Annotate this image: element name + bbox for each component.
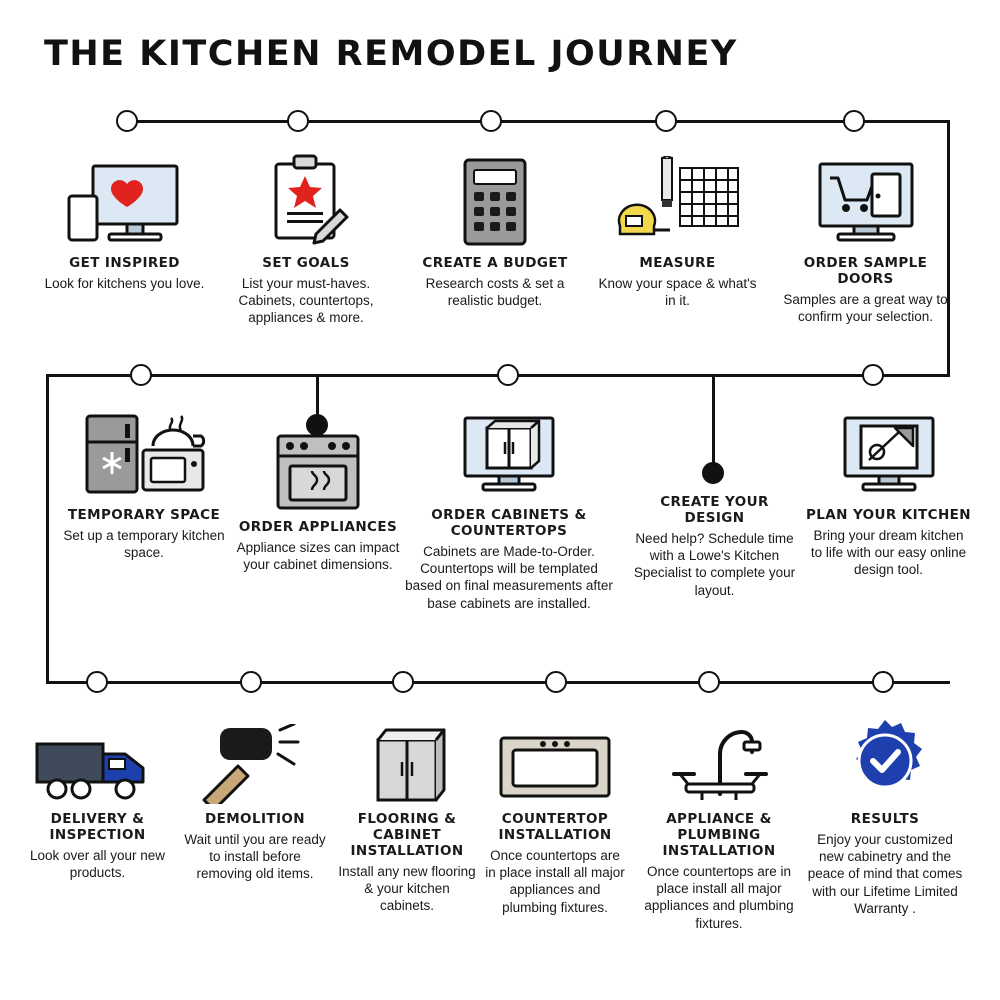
node-row1-5 <box>843 110 865 132</box>
track-line-row3 <box>46 681 950 684</box>
node-row3-6 <box>872 671 894 693</box>
step-desc: Once countertops are in place install all major appliances and plumbing fixtures. <box>485 847 625 915</box>
countertop-icon <box>484 716 626 804</box>
step-desc: Look over all your new products. <box>29 847 166 881</box>
step-temporary-space[interactable] <box>58 400 230 561</box>
clipboard-star-icon <box>222 148 390 248</box>
step-get-inspired[interactable] <box>42 148 207 292</box>
page-title: THE KITCHEN REMODEL JOURNEY <box>44 34 738 74</box>
step-desc: Look for kitchens you love. <box>44 275 205 291</box>
step-appliance-plumbing-install[interactable] <box>643 716 795 932</box>
node-row3-4 <box>545 671 567 693</box>
cabinet-screen-icon <box>400 400 618 500</box>
step-desc: Install any new flooring & your kitchen cabinets. <box>338 863 476 914</box>
step-desc: Cabinets are Made-to-Order. Countertops will be templated based on final measurements after base cabinets are installed. <box>405 543 613 611</box>
step-title: CREATE A BUDGET <box>422 255 568 271</box>
step-countertop-install[interactable] <box>484 716 626 916</box>
step-title: PLAN YOUR KITCHEN <box>806 507 971 523</box>
step-desc: Once countertops are in place install all major appliances and plumbing fixtures. <box>644 863 794 931</box>
step-results[interactable] <box>806 716 964 917</box>
step-order-appliances[interactable] <box>232 428 404 573</box>
node-row1-2 <box>287 110 309 132</box>
node-row2-branch-design <box>702 462 724 484</box>
step-delivery-inspection[interactable] <box>16 716 179 881</box>
step-title: ORDER CABINETS & COUNTERTOPS <box>431 507 587 539</box>
step-flooring-cabinet-install[interactable] <box>336 716 478 915</box>
step-desc: Enjoy your customized new cabinetry and the peace of mind that comes with our Lifetime Limited Warranty . <box>807 831 963 916</box>
branch-line-order-appliances-h <box>316 374 317 375</box>
step-title: SET GOALS <box>262 255 350 271</box>
node-row1-4 <box>655 110 677 132</box>
fridge-microwave-icon <box>58 400 230 500</box>
calculator-icon <box>410 148 580 248</box>
node-row1-1 <box>116 110 138 132</box>
node-row2-branch-appliances <box>306 414 328 436</box>
step-title: CREATE YOUR DESIGN <box>660 494 769 526</box>
oven-range-icon <box>232 428 404 512</box>
computer-heart-icon <box>42 148 207 248</box>
node-row2-3 <box>862 364 884 386</box>
track-line-row2-left-down <box>46 374 49 683</box>
step-create-budget[interactable] <box>410 148 580 309</box>
step-plan-your-kitchen[interactable] <box>806 400 971 579</box>
node-row3-3 <box>392 671 414 693</box>
step-title: FLOORING & CABINET INSTALLATION <box>350 811 464 859</box>
node-row3-2 <box>240 671 262 693</box>
step-title: ORDER SAMPLE DOORS <box>803 255 928 287</box>
step-order-cabinets[interactable] <box>400 400 618 612</box>
node-row2-1 <box>130 364 152 386</box>
order-sample-doors-icon <box>778 148 953 248</box>
node-row2-2 <box>497 364 519 386</box>
design-tool-screen-icon <box>806 400 971 500</box>
step-title: APPLIANCE & PLUMBING INSTALLATION <box>662 811 776 859</box>
step-title: DELIVERY & INSPECTION <box>49 811 146 843</box>
step-desc: Need help? Schedule time with a Lowe's Kitchen Specialist to complete your layout. <box>633 530 796 598</box>
node-row3-5 <box>698 671 720 693</box>
step-title: TEMPORARY SPACE <box>67 507 221 523</box>
branch-line-create-design <box>712 374 715 468</box>
tape-measure-icon <box>595 148 760 248</box>
check-badge-icon <box>806 716 964 804</box>
delivery-truck-icon <box>16 716 179 804</box>
step-desc: Bring your dream kitchen to life with our easy online design tool. <box>810 527 967 578</box>
step-measure[interactable] <box>595 148 760 309</box>
step-order-sample-doors[interactable] <box>778 148 953 325</box>
step-desc: Samples are a great way to confirm your selection. <box>783 291 948 325</box>
step-desc: List your must-haves. Cabinets, countertops, appliances & more. <box>238 275 374 326</box>
track-line-row1 <box>126 120 950 123</box>
cabinet-install-icon <box>336 716 478 804</box>
step-title: RESULTS <box>850 811 920 827</box>
step-title: MEASURE <box>639 255 716 271</box>
step-desc: Wait until you are ready to install before removing old items. <box>184 831 326 882</box>
step-title: DEMOLITION <box>205 811 305 827</box>
node-row1-3 <box>480 110 502 132</box>
faucet-icon <box>643 716 795 804</box>
step-title: ORDER APPLIANCES <box>238 519 398 535</box>
sledgehammer-icon <box>180 716 330 804</box>
step-create-design[interactable] <box>632 495 797 599</box>
step-desc: Know your space & what's in it. <box>598 275 757 309</box>
step-set-goals[interactable] <box>222 148 390 327</box>
node-row3-1 <box>86 671 108 693</box>
step-title: COUNTERTOP INSTALLATION <box>498 811 612 843</box>
step-desc: Appliance sizes can impact your cabinet dimensions. <box>236 539 400 573</box>
step-demolition[interactable] <box>180 716 330 883</box>
step-title: GET INSPIRED <box>69 255 180 271</box>
step-desc: Set up a temporary kitchen space. <box>63 527 225 561</box>
step-desc: Research costs & set a realistic budget. <box>425 275 565 309</box>
